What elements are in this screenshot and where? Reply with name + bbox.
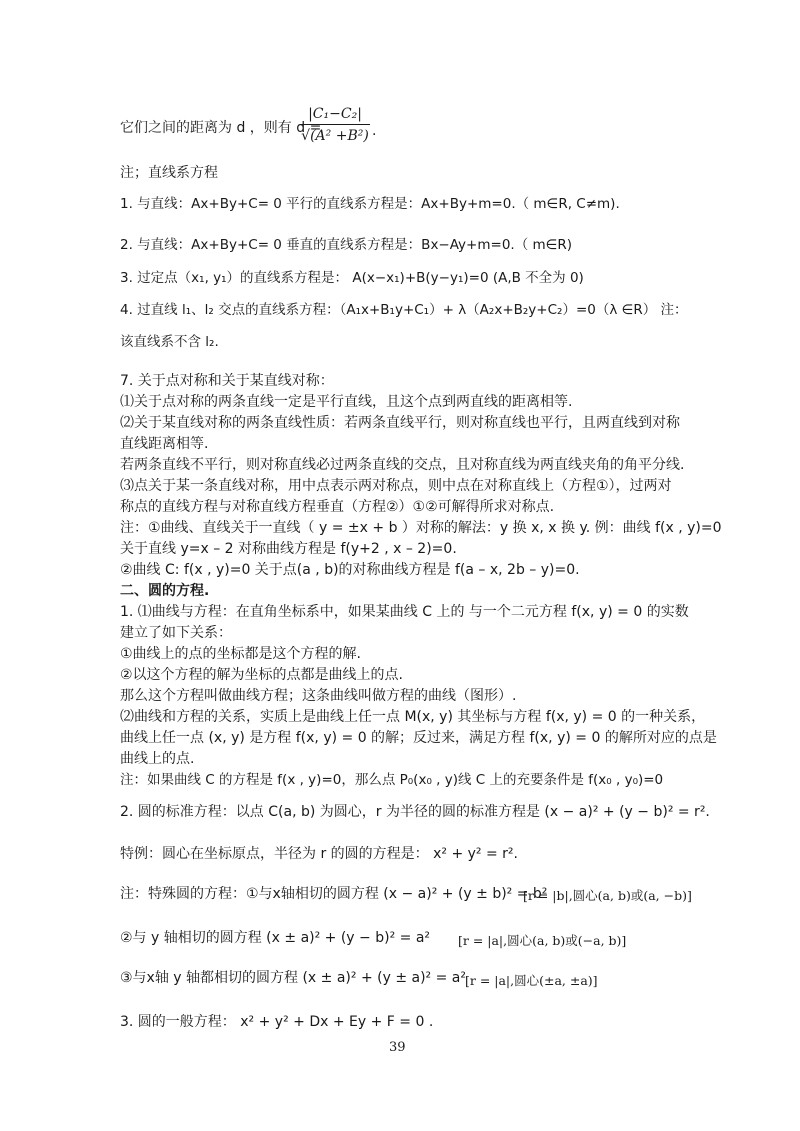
symmetry-note-3: ②曲线 C: f(x , y)=0 关于点(a , b)的对称曲线方程是 f(a – x, 2b – y)=0.: [120, 562, 580, 578]
symmetry-heading: 7. 关于点对称和关于某直线对称：: [120, 373, 334, 389]
special-circle-both-tangent: ③与x轴 y 轴都相切的圆方程 (x ± a)² + (y ± a)² = a²: [120, 970, 466, 986]
special-circle-y-tangent: ②与 y 轴相切的圆方程 (x ± a)² + (y − b)² = a²: [120, 930, 431, 946]
symmetry-note-1: 注：①曲线、直线关于一直线（ y = ±x + b ）对称的解法：y 换 x, x 换 y. 例：曲线 f(x , y)=0: [120, 520, 722, 536]
fraction-denominator: √(A² +B²): [301, 128, 369, 144]
special-circle-x-note: [r = |b|,圆心(a, b)或(a, −b)]: [523, 888, 692, 903]
curve-relation-2: 曲线上任一点 (x, y) 是方程 f(x, y) = 0 的解；反过来，满足方程 f(x, y) = 0 的解所对应的点是: [120, 730, 717, 746]
symmetry-point-line-2: 称点的直线方程与对称直线方程垂直（方程②）①②可解得所求对称点.: [120, 499, 555, 515]
curve-equation-1: 1. ⑴曲线与方程：在直角坐标系中，如果某曲线 C 上的 与一个二元方程 f(x, y) = 0 的实数: [120, 604, 689, 620]
curve-definition: 那么这个方程叫做曲线方程；这条曲线叫做方程的曲线（图形）.: [120, 688, 517, 704]
special-circle-both-note: [r = |a|,圆心(±a, ±a)]: [465, 973, 598, 988]
curve-condition-1: ①曲线上的点的坐标都是这个方程的解.: [120, 646, 361, 662]
fraction-tail: .: [372, 123, 377, 139]
fraction-numerator: |C₁−C₂|: [300, 106, 370, 125]
symmetry-nonparallel: 若两条直线不平行，则对称直线必过两条直线的交点，且对称直线为两直线夹角的角平分线.: [120, 457, 685, 473]
symmetry-point: ⑴关于点对称的两条直线一定是平行直线，且这个点到两直线的距离相等.: [120, 394, 573, 410]
curve-condition-2: ②以这个方程的解为坐标的点都是曲线上的点.: [120, 667, 403, 683]
general-circle-equation: 3. 圆的一般方程： x² + y² + Dx + Ey + F = 0 .: [120, 1014, 434, 1030]
symmetry-point-line-1: ⑶点关于某一条直线对称，用中点表示两对称点，则中点在对称直线上（方程①），过两对: [120, 478, 672, 494]
section-heading-line-systems: 注；直线系方程: [120, 165, 218, 181]
symmetry-line-1: ⑵关于某直线对称的两条直线性质：若两条直线平行，则对称直线也平行，且两直线到对称: [120, 415, 680, 431]
special-circle-y-note: [r = |a|,圆心(a, b)或(−a, b)]: [458, 933, 627, 948]
standard-circle-equation: 2. 圆的标准方程：以点 C(a, b) 为圆心，r 为半径的圆的标准方程是 (x − a)² + (y − b)² = r².: [120, 804, 710, 820]
origin-circle-equation: 特例：圆心在坐标原点，半径为 r 的圆的方程是： x² + y² = r².: [120, 846, 518, 862]
distance-fraction: [300, 106, 370, 144]
parallel-line-system: 1. 与直线：Ax+By+C= 0 平行的直线系方程是：Ax+By+m=0.（ m∈R, C≠m).: [120, 196, 620, 212]
distance-text: 它们之间的距离为 d ，则有 d =: [120, 120, 322, 136]
perpendicular-line-system: 2. 与直线：Ax+By+C= 0 垂直的直线系方程是：Bx−Ay+m=0.（ m∈R): [120, 237, 573, 253]
curve-relation-3: 曲线上的点.: [120, 751, 195, 767]
special-circle-x-tangent: 注：特殊圆的方程：①与x轴相切的圆方程 (x − a)² + (y ± b)² = b²: [120, 886, 548, 902]
curve-relation-1: ⑵曲线和方程的关系，实质上是曲线上任一点 M(x, y) 其坐标与方程 f(x, y) = 0 的一种关系，: [120, 709, 706, 725]
page-number: 39: [389, 1040, 406, 1055]
circle-equation-heading: 二、圆的方程.: [120, 583, 210, 599]
distance-formula-line: [120, 118, 321, 138]
intersection-line-system: 4. 过直线 l₁、l₂ 交点的直线系方程：（A₁x+B₁y+C₁）+ λ（A₂x+B₂y+C₂）=0（λ ∈R） 注：: [120, 302, 688, 318]
curve-note: 注：如果曲线 C 的方程是 f(x , y)=0，那么点 P₀(x₀ , y)线 C 上的充要条件是 f(x₀ , y₀)=0: [120, 772, 664, 788]
line-system-note: 该直线系不含 l₂.: [120, 334, 219, 350]
symmetry-line-2: 直线距离相等.: [120, 436, 209, 452]
fixed-point-line-system: 3. 过定点（x₁, y₁）的直线系方程是： A(x−x₁)+B(y−y₁)=0 (A,B 不全为 0): [120, 270, 584, 286]
symmetry-note-2: 关于直线 y=x – 2 对称曲线方程是 f(y+2 , x – 2)=0.: [120, 541, 457, 557]
curve-equation-2: 建立了如下关系：: [120, 625, 232, 641]
